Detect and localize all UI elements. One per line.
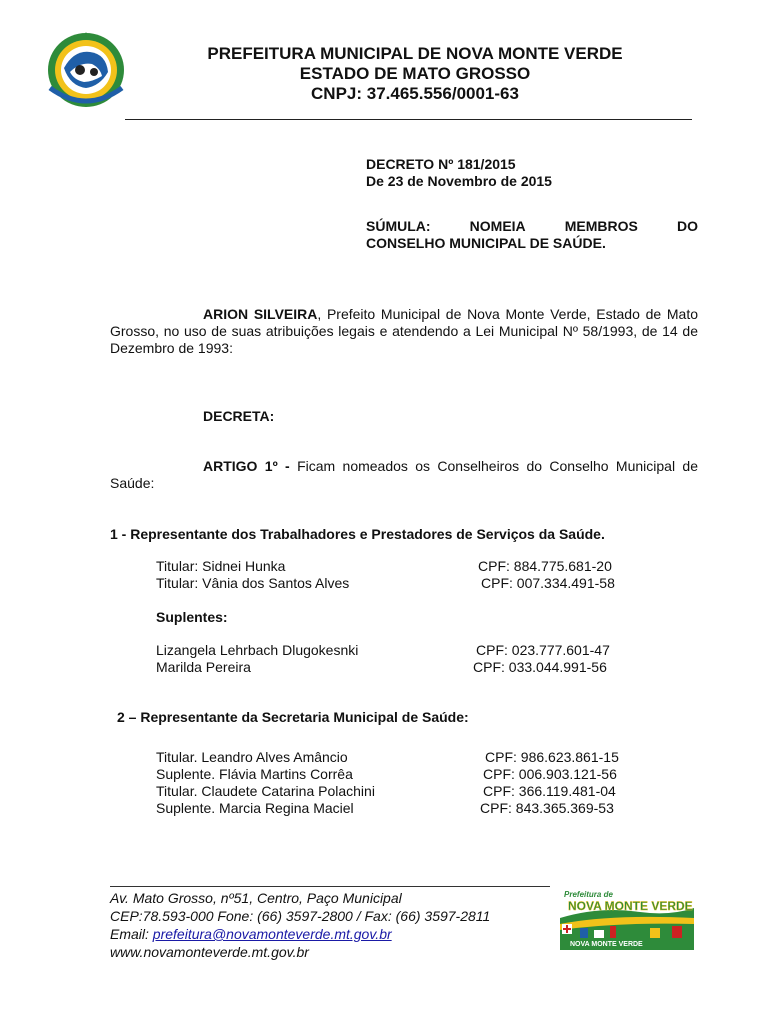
list-item — [156, 766, 617, 783]
header-divider — [125, 119, 692, 120]
member-name: Titular: Vânia dos Santos Alves — [156, 575, 350, 591]
member-cpf: CPF: 023.777.601-47 — [476, 642, 610, 658]
letterhead-line-3: CNPJ: 37.465.556/0001-63 — [311, 84, 519, 103]
artigo-paragraph — [110, 458, 698, 492]
sumula-line-1 — [366, 218, 698, 235]
section-2-title: 2 – Representante da Secretaria Municipal de Saúde: — [117, 709, 469, 725]
member-cpf: CPF: 843.365.369-53 — [480, 800, 614, 816]
section-2-members — [156, 749, 619, 817]
footer-email-link[interactable]: prefeitura@novamonteverde.mt.gov.br — [152, 926, 392, 942]
decree-number: DECRETO Nº 181/2015 — [366, 156, 516, 172]
member-name: Titular. Leandro Alves Amâncio — [156, 749, 348, 765]
member-name: Suplente. Marcia Regina Maciel — [156, 800, 354, 816]
member-name: Titular. Claudete Catarina Polachini — [156, 783, 375, 799]
member-name: Suplente. Flávia Martins Corrêa — [156, 766, 353, 782]
member-cpf: CPF: 033.044.991-56 — [473, 659, 607, 675]
footer-website: www.novamonteverde.mt.gov.br — [110, 944, 309, 960]
member-cpf: CPF: 986.623.861-15 — [485, 749, 619, 765]
member-cpf: CPF: 006.903.121-56 — [483, 766, 617, 782]
list-item — [156, 575, 615, 592]
letterhead-line-1: PREFEITURA MUNICIPAL DE NOVA MONTE VERDE — [207, 44, 623, 63]
intro-paragraph — [110, 306, 698, 357]
letterhead-line-2: ESTADO DE MATO GROSSO — [299, 64, 531, 83]
municipal-seal-icon — [40, 28, 130, 110]
footer-email-label: Email: — [110, 926, 153, 942]
decreta-heading: DECRETA: — [203, 408, 275, 424]
suplentes-label: Suplentes: — [156, 609, 228, 625]
section-1-title: 1 - Representante dos Trabalhadores e Prestadores de Serviços da Saúde. — [110, 526, 605, 542]
sumula — [366, 218, 698, 252]
list-item — [156, 749, 619, 766]
artigo-label: ARTIGO 1º - — [203, 458, 290, 474]
member-cpf: CPF: 007.334.491-58 — [481, 575, 615, 591]
footer — [110, 889, 490, 961]
list-item — [156, 783, 616, 800]
member-name: Marilda Pereira — [156, 659, 251, 675]
sumula-word: NOMEIA — [469, 218, 526, 234]
section-1-suplentes — [156, 642, 610, 676]
city-logo-icon — [560, 888, 694, 950]
footer-address: Av. Mato Grosso, nº51, Centro, Paço Municipal — [110, 890, 402, 906]
sumula-word: DO — [677, 218, 698, 234]
list-item — [156, 642, 610, 659]
list-item — [156, 800, 614, 817]
logo-top-text: Prefeitura de — [564, 890, 613, 899]
sumula-word: SÚMULA: — [366, 218, 431, 234]
footer-divider — [110, 886, 550, 887]
member-cpf: CPF: 366.119.481-04 — [483, 783, 616, 799]
footer-contact: CEP:78.593-000 Fone: (66) 3597-2800 / Fax: (66) 3597-2811 — [110, 908, 491, 924]
logo-bottom-text: NOVA MONTE VERDE — [570, 941, 643, 948]
decree-heading — [366, 156, 698, 252]
sumula-line-2: CONSELHO MUNICIPAL DE SAÚDE. — [366, 235, 606, 251]
list-item — [156, 558, 612, 575]
decree-date: De 23 de Novembro de 2015 — [366, 173, 552, 189]
logo-main-text: NOVA MONTE VERDE — [568, 899, 693, 913]
mayor-name: ARION SILVEIRA — [203, 306, 318, 322]
letterhead — [130, 44, 700, 104]
artigo-text: Ficam nomeados os Conselheiros do Conselho Municipal de Saúde: — [110, 458, 698, 491]
list-item — [156, 659, 607, 676]
intro-text: , Prefeito Municipal de Nova Monte Verde, Estado de Mato Grosso, no uso de suas atribuições legais e atendendo a Lei Municipal Nº 58/1993, de 14 de Dezembro de 1993: — [110, 306, 698, 356]
member-name: Lizangela Lehrbach Dlugokesnki — [156, 642, 359, 658]
section-1-titulares — [156, 558, 615, 592]
member-name: Titular: Sidnei Hunka — [156, 558, 286, 574]
sumula-word: MEMBROS — [564, 218, 638, 234]
member-cpf: CPF: 884.775.681-20 — [478, 558, 612, 574]
footer-email-line — [110, 925, 490, 943]
